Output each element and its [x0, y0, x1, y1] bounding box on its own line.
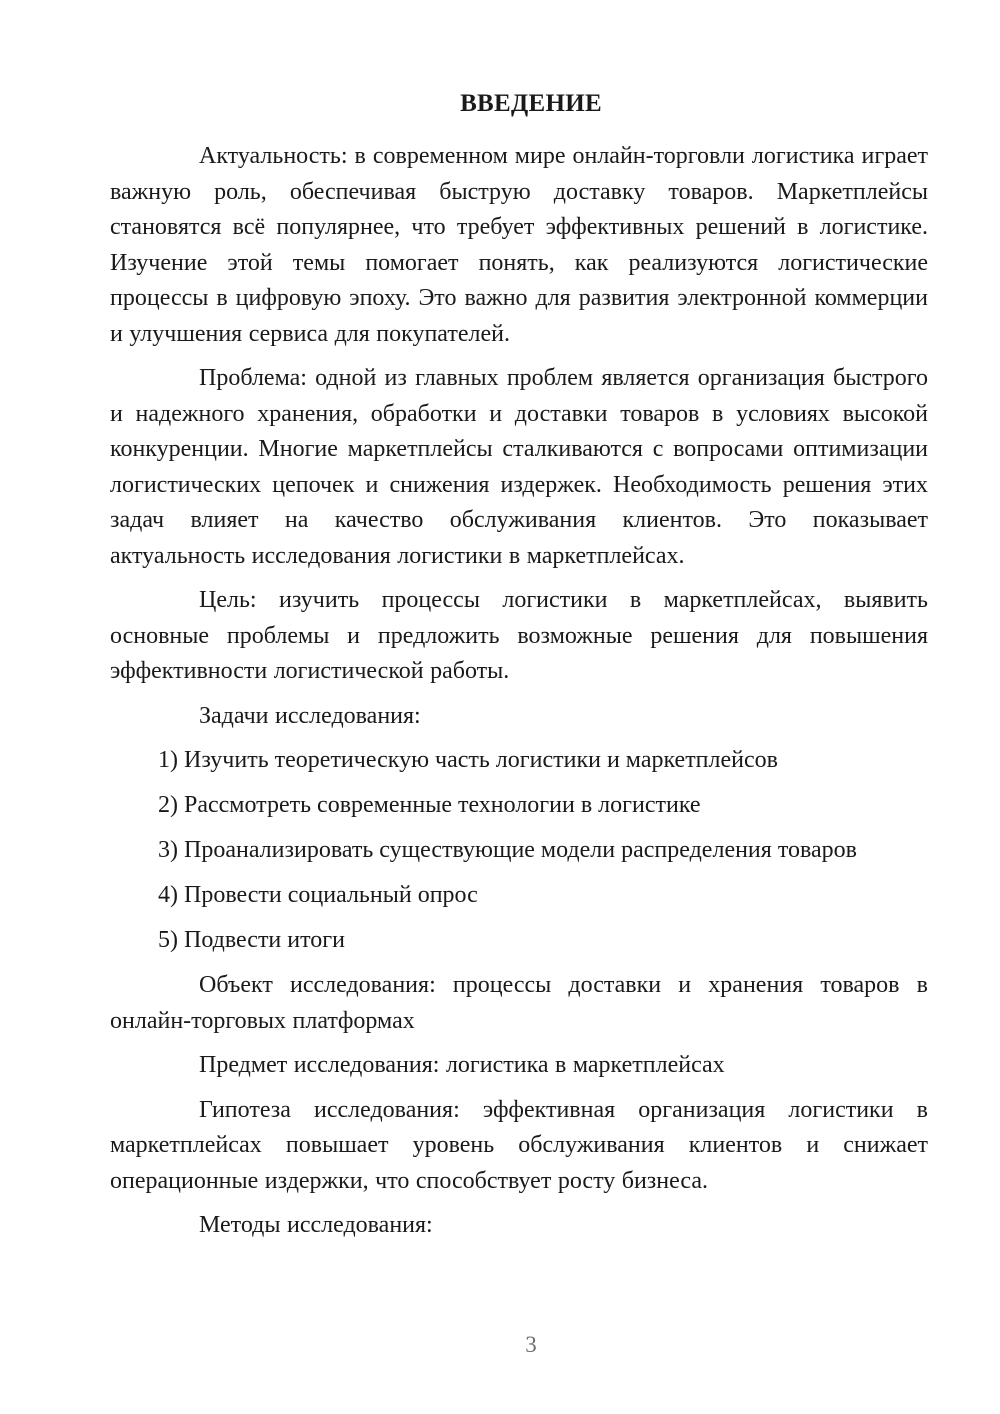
task-item-3: 3) Проанализировать существующие модели распределения товаров: [158, 837, 857, 863]
methods-heading: Методы исследования:: [199, 1212, 433, 1238]
paragraph-relevance: Актуальность: в современном мире онлайн-торговли логистика играет важную роль, обеспечивая быструю доставку товаров. Маркетплейсы становятся всё популярнее, что требует эффективных решений в логистике. Изучение этой темы помогает понять, как реализуются логистические процессы в цифровую эпоху. Это важно для развития электронной коммерции и улучшения сервиса для покупателей.: [110, 143, 928, 347]
task-item-2: 2) Рассмотреть современные технологии в логистике: [158, 792, 701, 818]
paragraph-object: Объект исследования: процессы доставки и хранения товаров в онлайн-торговых платформах: [110, 972, 928, 1034]
tasks-heading: Задачи исследования:: [199, 702, 421, 729]
paragraph-subject: Предмет исследования: логистика в маркетплейсах: [199, 1052, 725, 1078]
paragraph-problem: Проблема: одной из главных проблем является организация быстрого и надежного хранения, обработки и доставки товаров в условиях высокой конкуренции. Многие маркетплейсы сталкиваются с вопросами оптимизации логистических цепочек и снижения издержек. Необходимость решения этих задач влияет на качество обслуживания клиентов. Это показывает актуальность исследования логистики в маркетплейсах.: [110, 365, 928, 569]
document-content: [110, 86, 928, 1253]
paragraph-hypothesis: Гипотеза исследования: эффективная организация логистики в маркетплейсах повышает уровень обслуживания клиентов и снижает операционные издержки, что способствует росту бизнеса.: [110, 1096, 928, 1194]
document-heading: ВВЕДЕНИЕ: [460, 90, 602, 117]
task-item-4: 4) Провести социальный опрос: [158, 882, 478, 908]
task-item-1: 1) Изучить теоретическую часть логистики и маркетплейсов: [158, 747, 778, 773]
task-item-5: 5) Подвести итоги: [158, 927, 345, 953]
page-number: 3: [525, 1332, 537, 1357]
paragraph-goal: Цель: изучить процессы логистики в маркетплейсах, выявить основные проблемы и предложить возможные решения для повышения эффективности логистической работы.: [110, 587, 928, 684]
